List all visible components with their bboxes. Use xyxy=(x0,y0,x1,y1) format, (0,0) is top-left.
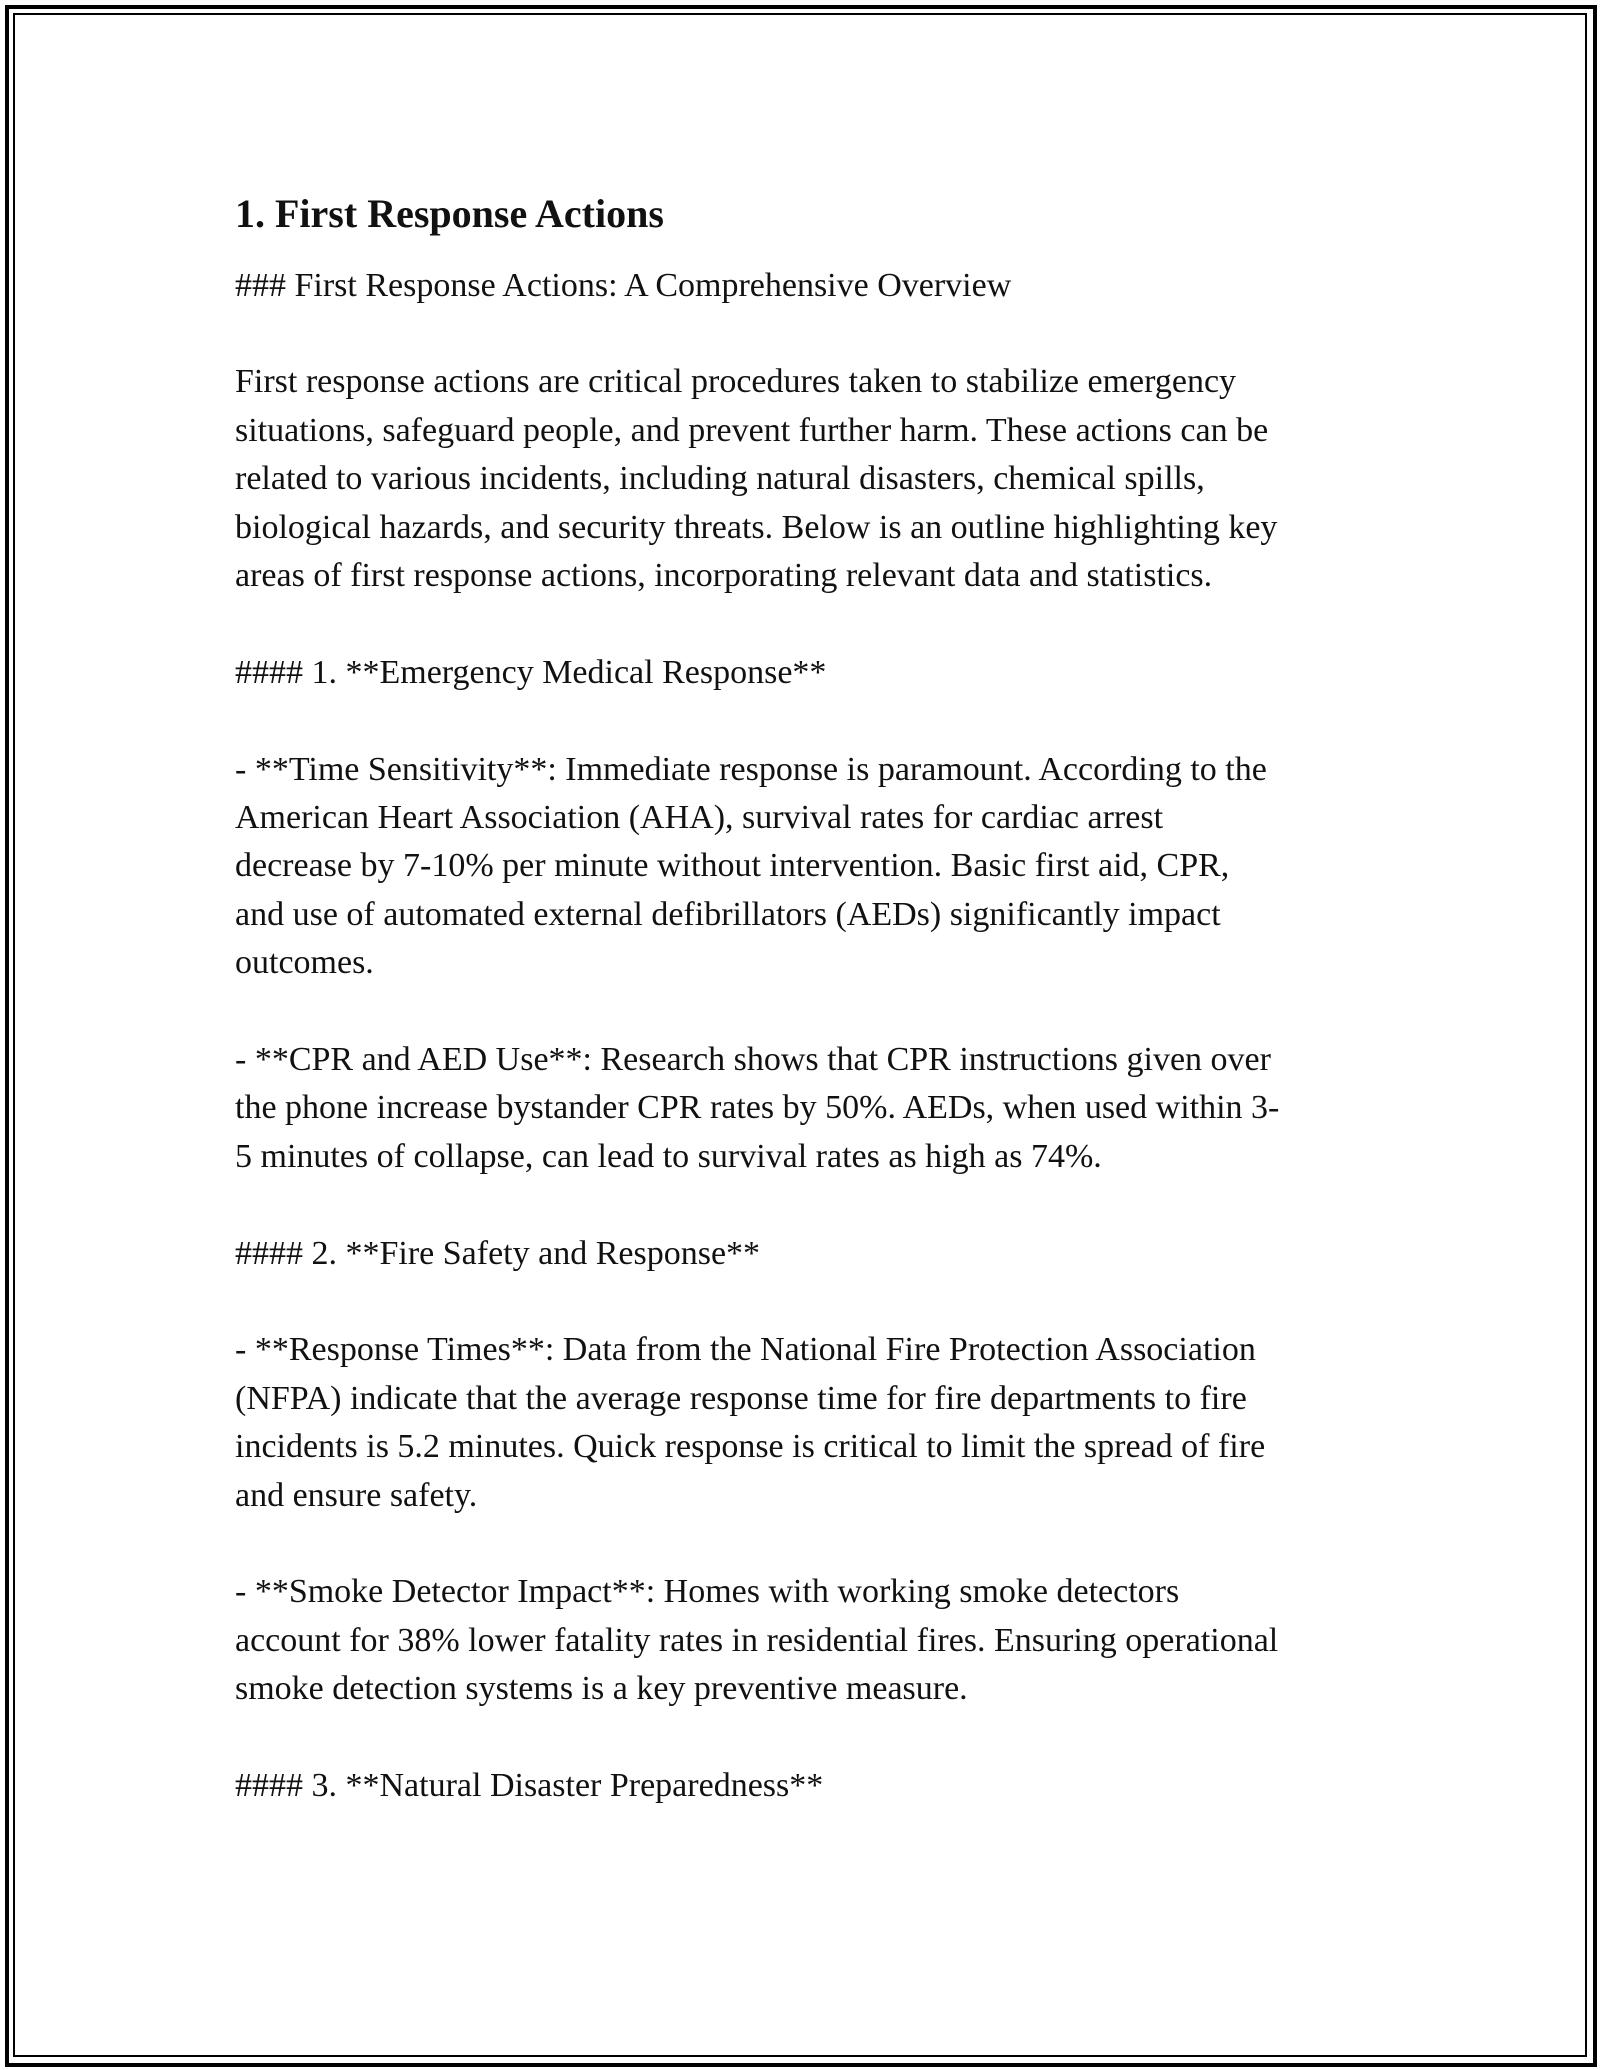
document-body xyxy=(235,186,1375,1859)
bullet-response-times: - **Response Times**: Data from the National Fire Protection Association (NFPA) indicate that the average response time for fire departments to fire incidents is 5.2 minutes. Quick response is critical to limit the spread of fire and ensure safety. xyxy=(235,1331,1266,1514)
intro-paragraph: First response actions are critical procedures taken to stabilize emergency situations, safeguard people, and prevent further harm. These actions can be related to various incidents, including natural disasters, chemical spills, biological hazards, and security threats. Below is an outline highlighting key areas of first response actions, incorporating relevant data and statistics. xyxy=(235,363,1278,595)
section-heading-emergency-medical: #### 1. **Emergency Medical Response** xyxy=(235,653,827,691)
bullet-time-sensitivity: - **Time Sensitivity**: Immediate response is paramount. According to the American Heart Association (AHA), survival rates for cardiac arrest decrease by 7-10% per minute without intervention. Basic first aid, CPR, and use of automated external defibrillators (AEDs) significantly impact outcomes. xyxy=(235,750,1267,982)
bullet-smoke-detector-impact: - **Smoke Detector Impact**: Homes with working smoke detectors account for 38% lower fatality rates in residential fires. Ensuring operational smoke detection systems is a key preventive measure. xyxy=(235,1573,1279,1708)
document-title: 1. First Response Actions xyxy=(235,191,664,236)
section-heading-fire-safety: #### 2. **Fire Safety and Response** xyxy=(235,1234,761,1272)
document-subtitle: ### First Response Actions: A Comprehensive Overview xyxy=(235,267,1012,304)
bullet-cpr-aed-use: - **CPR and AED Use**: Research shows that CPR instructions given over the phone increase bystander CPR rates by 50%. AEDs, when used within 3- 5 minutes of collapse, can lead to survival rates as high as 74%. xyxy=(235,1041,1280,1175)
section-heading-natural-disaster: #### 3. **Natural Disaster Preparedness** xyxy=(235,1767,824,1805)
